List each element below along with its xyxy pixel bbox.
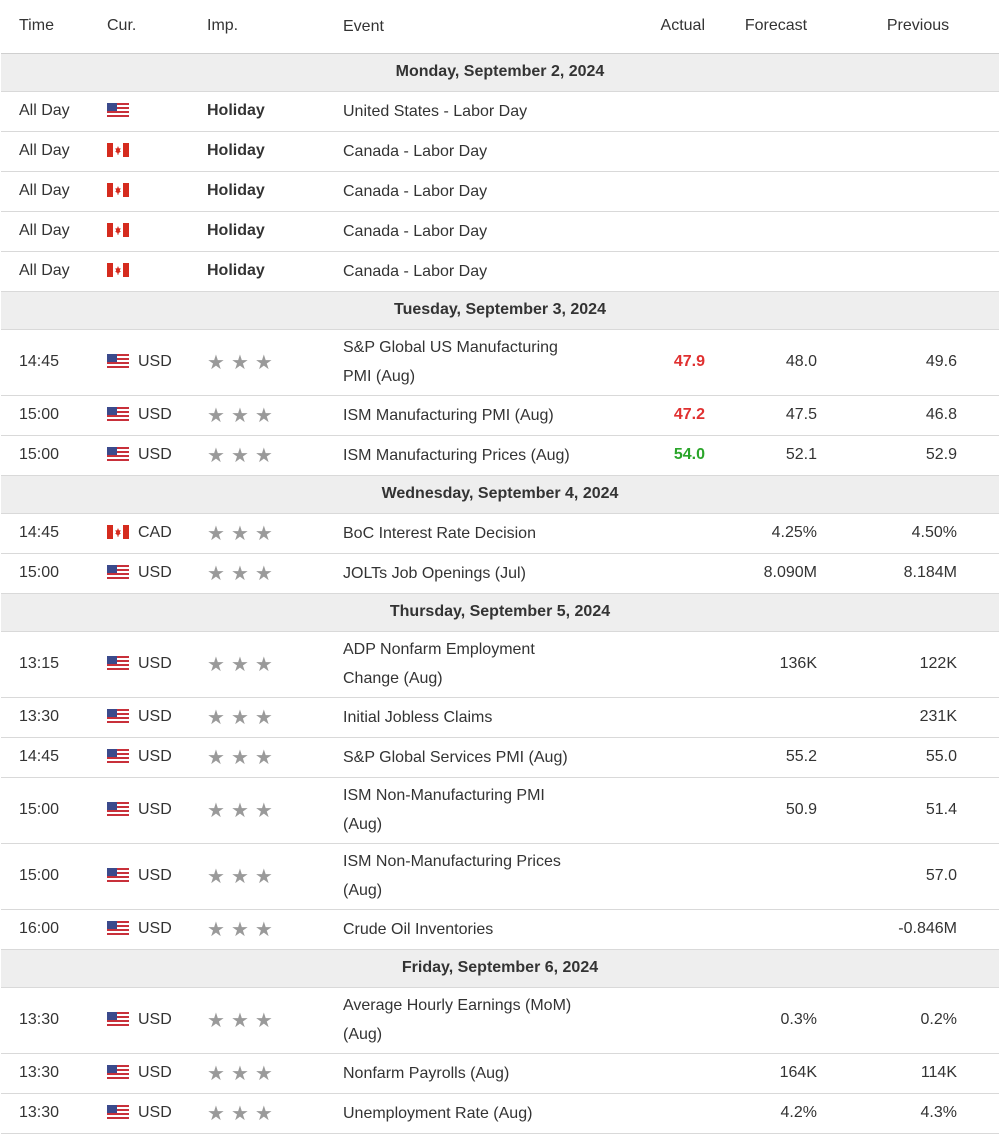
actual-value — [615, 553, 715, 593]
event-time: 15:00 — [19, 564, 60, 581]
importance-cell — [203, 553, 336, 593]
actual-value — [615, 91, 715, 131]
us-flag-icon — [107, 1012, 129, 1026]
star-icon: ★ — [230, 1102, 255, 1125]
event-name-line: ISM Manufacturing PMI (Aug) — [343, 406, 554, 424]
previous-value: -0.846M — [898, 920, 957, 937]
date-label: Friday, September 6, 2024 — [401, 959, 599, 976]
importance-stars — [207, 800, 279, 822]
importance-stars — [207, 866, 279, 888]
currency-code: USD — [138, 800, 172, 818]
event-name[interactable] — [336, 909, 615, 949]
importance-cell — [203, 777, 336, 843]
importance-stars — [207, 707, 279, 729]
star-icon: ★ — [230, 444, 255, 467]
actual-value — [615, 1093, 715, 1133]
date-label: Wednesday, September 4, 2024 — [381, 485, 619, 502]
event-name-line: Unemployment Rate (Aug) — [343, 1104, 533, 1122]
importance-stars — [207, 1010, 279, 1032]
star-icon: ★ — [207, 522, 231, 545]
importance-cell — [203, 435, 336, 475]
importance-cell — [203, 909, 336, 949]
event-name-line: ISM Non-Manufacturing Prices — [343, 853, 561, 870]
currency-code: USD — [138, 1010, 172, 1028]
previous-value: 231K — [919, 708, 957, 725]
importance-cell — [203, 91, 336, 131]
header-time[interactable]: Time — [1, 0, 103, 53]
event-name-line: Average Hourly Earnings (MoM) — [343, 997, 572, 1014]
event-name-line: Canada - Labor Day — [343, 262, 488, 280]
forecast-value: 47.5 — [785, 406, 817, 423]
table-row[interactable] — [1, 1093, 999, 1133]
us-flag-icon — [107, 1105, 129, 1119]
event-time: 13:15 — [19, 655, 60, 672]
star-icon: ★ — [207, 404, 231, 427]
us-flag-icon — [107, 656, 129, 670]
event-time: 14:45 — [19, 748, 60, 765]
currency-code: USD — [138, 563, 172, 581]
star-icon: ★ — [230, 562, 255, 585]
event-time: 14:45 — [19, 524, 60, 541]
event-time: 16:00 — [19, 920, 60, 937]
date-label: Thursday, September 5, 2024 — [389, 603, 611, 620]
event-name-line: JOLTs Job Openings (Jul) — [343, 564, 526, 582]
previous-value: 46.8 — [925, 406, 957, 423]
table-row[interactable] — [1, 987, 999, 1053]
forecast-value: 4.2% — [780, 1104, 817, 1121]
currency-code: USD — [138, 866, 172, 884]
us-flag-icon — [107, 447, 129, 461]
us-flag-icon — [107, 802, 129, 816]
currency-cell — [103, 211, 203, 251]
table-header-row — [1, 0, 999, 53]
currency-code: CAD — [138, 523, 172, 541]
importance-cell — [203, 697, 336, 737]
star-icon: ★ — [254, 444, 279, 467]
event-time: All Day — [19, 142, 70, 159]
table-row[interactable] — [1, 513, 999, 553]
previous-value: 8.184M — [903, 564, 957, 581]
currency-cell — [103, 737, 203, 777]
event-name[interactable] — [336, 631, 615, 697]
star-icon: ★ — [207, 706, 231, 729]
importance-stars — [207, 405, 279, 427]
actual-value — [615, 909, 715, 949]
previous-value: 57.0 — [925, 867, 957, 884]
currency-cell — [103, 251, 203, 291]
table-row[interactable] — [1, 91, 999, 131]
table-row[interactable] — [1, 777, 999, 843]
event-time: All Day — [19, 182, 70, 199]
event-name[interactable] — [336, 395, 615, 435]
star-icon: ★ — [230, 522, 255, 545]
event-time: All Day — [19, 262, 70, 279]
currency-cell — [103, 131, 203, 171]
actual-value — [615, 251, 715, 291]
importance-cell — [203, 395, 336, 435]
importance-cell — [203, 737, 336, 777]
star-icon: ★ — [254, 918, 279, 941]
date-row — [1, 475, 999, 513]
event-name-line: S&P Global US Manufacturing — [343, 339, 558, 356]
currency-cell — [103, 1093, 203, 1133]
previous-value: 114K — [920, 1064, 957, 1081]
date-row — [1, 949, 999, 987]
actual-value — [615, 329, 715, 395]
previous-value — [837, 171, 999, 211]
us-flag-icon — [107, 709, 129, 723]
event-name[interactable] — [336, 251, 615, 291]
star-icon: ★ — [254, 653, 279, 676]
currency-code: USD — [138, 405, 172, 423]
currency-cell — [103, 987, 203, 1053]
currency-cell — [103, 91, 203, 131]
previous-value: 52.9 — [925, 446, 957, 463]
currency-code: USD — [138, 445, 172, 463]
importance-cell — [203, 843, 336, 909]
forecast-value: 48.0 — [785, 353, 817, 370]
previous-value: 49.6 — [925, 353, 957, 370]
event-time: 15:00 — [19, 867, 60, 884]
us-flag-icon — [107, 1065, 129, 1079]
event-name[interactable] — [336, 131, 615, 171]
event-name-line: (Aug) — [343, 816, 383, 833]
importance-cell — [203, 987, 336, 1053]
calendar-body — [1, 53, 999, 1133]
event-name-line: PMI (Aug) — [343, 368, 416, 385]
star-icon: ★ — [230, 918, 255, 941]
previous-value — [837, 251, 999, 291]
star-icon: ★ — [207, 746, 231, 769]
us-flag-icon — [107, 103, 129, 117]
star-icon: ★ — [230, 1009, 255, 1032]
importance-stars — [207, 445, 279, 467]
star-icon: ★ — [254, 746, 279, 769]
event-name-line: Canada - Labor Day — [343, 142, 488, 160]
previous-value: 0.2% — [920, 1011, 957, 1028]
forecast-value: 8.090M — [763, 564, 817, 581]
event-name[interactable] — [336, 987, 615, 1053]
currency-cell — [103, 395, 203, 435]
table-row[interactable] — [1, 171, 999, 211]
holiday-label: Holiday — [207, 142, 265, 159]
star-icon: ★ — [207, 1102, 231, 1125]
event-name[interactable] — [336, 1053, 615, 1093]
star-icon: ★ — [254, 799, 279, 822]
event-name[interactable] — [336, 211, 615, 251]
forecast-value — [715, 697, 837, 737]
event-time: All Day — [19, 222, 70, 239]
actual-value — [615, 843, 715, 909]
actual-value — [615, 987, 715, 1053]
event-name-line: Crude Oil Inventories — [343, 920, 494, 938]
date-label: Tuesday, September 3, 2024 — [394, 301, 606, 318]
event-name[interactable] — [336, 1093, 615, 1133]
ca-flag-icon — [107, 263, 129, 277]
holiday-label: Holiday — [207, 262, 265, 279]
importance-cell — [203, 329, 336, 395]
actual-value-text: 47.2 — [673, 406, 705, 423]
importance-cell — [203, 631, 336, 697]
star-icon: ★ — [207, 1062, 231, 1085]
star-icon: ★ — [207, 351, 231, 374]
event-time: 14:45 — [19, 353, 60, 370]
table-row[interactable] — [1, 435, 999, 475]
header-event[interactable]: Event — [336, 0, 615, 53]
actual-value — [615, 1053, 715, 1093]
star-icon: ★ — [207, 653, 231, 676]
importance-cell — [203, 171, 336, 211]
forecast-value — [715, 843, 837, 909]
importance-stars — [207, 352, 279, 374]
importance-cell — [203, 1053, 336, 1093]
currency-code: USD — [138, 654, 172, 672]
table-row[interactable] — [1, 843, 999, 909]
ca-flag-icon — [107, 183, 129, 197]
us-flag-icon — [107, 565, 129, 579]
forecast-value: 52.1 — [785, 446, 817, 463]
previous-value: 4.3% — [920, 1104, 957, 1121]
actual-value — [615, 737, 715, 777]
us-flag-icon — [107, 354, 129, 368]
table-row[interactable] — [1, 737, 999, 777]
event-name[interactable] — [336, 553, 615, 593]
forecast-value: 50.9 — [785, 801, 817, 818]
previous-value — [837, 131, 999, 171]
star-icon: ★ — [207, 562, 231, 585]
star-icon: ★ — [230, 746, 255, 769]
importance-stars — [207, 654, 279, 676]
header-previous[interactable]: Previous — [837, 0, 999, 53]
star-icon: ★ — [254, 351, 279, 374]
table-row[interactable] — [1, 909, 999, 949]
us-flag-icon — [107, 921, 129, 935]
star-icon: ★ — [207, 1009, 231, 1032]
currency-cell — [103, 1053, 203, 1093]
importance-cell — [203, 211, 336, 251]
previous-value: 122K — [919, 655, 957, 672]
event-name[interactable] — [336, 513, 615, 553]
event-name-line: Initial Jobless Claims — [343, 708, 493, 726]
header-forecast[interactable]: Forecast — [715, 0, 837, 53]
event-name[interactable] — [336, 171, 615, 211]
star-icon: ★ — [230, 351, 255, 374]
table-row[interactable] — [1, 1053, 999, 1093]
event-name[interactable] — [336, 843, 615, 909]
event-name-line: ADP Nonfarm Employment — [343, 641, 535, 658]
previous-value — [837, 211, 999, 251]
currency-cell — [103, 909, 203, 949]
table-row[interactable] — [1, 395, 999, 435]
star-icon: ★ — [254, 522, 279, 545]
date-row — [1, 593, 999, 631]
date-row — [1, 53, 999, 91]
economic-calendar-table — [1, 0, 999, 1134]
star-icon: ★ — [254, 1009, 279, 1032]
header-currency[interactable]: Cur. — [103, 0, 203, 53]
date-row — [1, 291, 999, 329]
event-name-line: Canada - Labor Day — [343, 222, 488, 240]
actual-value-text: 47.9 — [673, 353, 705, 370]
table-row[interactable] — [1, 631, 999, 697]
star-icon: ★ — [207, 799, 231, 822]
currency-cell — [103, 171, 203, 211]
event-name[interactable] — [336, 777, 615, 843]
star-icon: ★ — [254, 404, 279, 427]
event-name-line: Nonfarm Payrolls (Aug) — [343, 1064, 510, 1082]
currency-code: USD — [138, 352, 172, 370]
us-flag-icon — [107, 749, 129, 763]
currency-code: USD — [138, 747, 172, 765]
importance-stars — [207, 523, 279, 545]
star-icon: ★ — [207, 865, 231, 888]
actual-value — [615, 697, 715, 737]
event-time: 15:00 — [19, 446, 60, 463]
forecast-value: 136K — [779, 655, 817, 672]
actual-value — [615, 435, 715, 475]
actual-value — [615, 395, 715, 435]
event-name[interactable] — [336, 697, 615, 737]
star-icon: ★ — [230, 706, 255, 729]
star-icon: ★ — [230, 865, 255, 888]
star-icon: ★ — [230, 653, 255, 676]
us-flag-icon — [107, 868, 129, 882]
currency-cell — [103, 513, 203, 553]
importance-cell — [203, 513, 336, 553]
star-icon: ★ — [254, 1062, 279, 1085]
event-name[interactable] — [336, 329, 615, 395]
event-name-line: Canada - Labor Day — [343, 182, 488, 200]
event-name-line: BoC Interest Rate Decision — [343, 524, 536, 542]
event-name[interactable] — [336, 435, 615, 475]
event-time: 15:00 — [19, 406, 60, 423]
currency-cell — [103, 435, 203, 475]
event-name-line: (Aug) — [343, 882, 383, 899]
star-icon: ★ — [230, 1062, 255, 1085]
importance-stars — [207, 747, 279, 769]
event-name-line: ISM Manufacturing Prices (Aug) — [343, 446, 570, 464]
currency-cell — [103, 843, 203, 909]
importance-stars — [207, 1103, 279, 1125]
holiday-label: Holiday — [207, 102, 265, 119]
table-row[interactable] — [1, 697, 999, 737]
currency-code: USD — [138, 1103, 172, 1121]
event-time: 13:30 — [19, 708, 60, 725]
holiday-label: Holiday — [207, 222, 265, 239]
table-row[interactable] — [1, 131, 999, 171]
star-icon: ★ — [230, 404, 255, 427]
previous-value: 4.50% — [911, 524, 957, 541]
event-time: 13:30 — [19, 1104, 60, 1121]
star-icon: ★ — [254, 865, 279, 888]
table-row[interactable] — [1, 553, 999, 593]
currency-code: USD — [138, 707, 172, 725]
importance-cell — [203, 251, 336, 291]
star-icon: ★ — [254, 1102, 279, 1125]
importance-stars — [207, 563, 279, 585]
ca-flag-icon — [107, 143, 129, 157]
currency-code: USD — [138, 1063, 172, 1081]
event-name[interactable] — [336, 91, 615, 131]
forecast-value — [715, 91, 837, 131]
actual-value — [615, 631, 715, 697]
forecast-value: 55.2 — [785, 748, 817, 765]
actual-value — [615, 777, 715, 843]
star-icon: ★ — [254, 562, 279, 585]
currency-code: USD — [138, 919, 172, 937]
forecast-value — [715, 171, 837, 211]
importance-cell — [203, 131, 336, 171]
event-time: 13:30 — [19, 1011, 60, 1028]
event-name-line: S&P Global Services PMI (Aug) — [343, 748, 568, 766]
forecast-value: 4.25% — [771, 524, 817, 541]
importance-cell — [203, 1093, 336, 1133]
currency-cell — [103, 329, 203, 395]
currency-cell — [103, 631, 203, 697]
event-name-line: United States - Labor Day — [343, 102, 528, 120]
actual-value — [615, 131, 715, 171]
ca-flag-icon — [107, 525, 129, 539]
previous-value: 55.0 — [925, 748, 957, 765]
previous-value — [837, 91, 999, 131]
star-icon: ★ — [207, 918, 231, 941]
forecast-value — [715, 131, 837, 171]
star-icon: ★ — [230, 799, 255, 822]
table-row[interactable] — [1, 251, 999, 291]
star-icon: ★ — [254, 706, 279, 729]
forecast-value — [715, 909, 837, 949]
previous-value: 51.4 — [925, 801, 957, 818]
actual-value — [615, 211, 715, 251]
event-time: All Day — [19, 102, 70, 119]
event-time: 13:30 — [19, 1064, 60, 1081]
date-label: Monday, September 2, 2024 — [395, 63, 605, 80]
forecast-value: 0.3% — [780, 1011, 817, 1028]
actual-value — [615, 513, 715, 553]
event-name-line: Change (Aug) — [343, 670, 443, 687]
header-importance[interactable]: Imp. — [203, 0, 336, 53]
currency-cell — [103, 777, 203, 843]
holiday-label: Holiday — [207, 182, 265, 199]
ca-flag-icon — [107, 223, 129, 237]
forecast-value — [715, 211, 837, 251]
importance-stars — [207, 1063, 279, 1085]
event-name-line: (Aug) — [343, 1026, 383, 1043]
table-row[interactable] — [1, 211, 999, 251]
star-icon: ★ — [207, 444, 231, 467]
event-time: 15:00 — [19, 801, 60, 818]
forecast-value — [715, 251, 837, 291]
forecast-value: 164K — [779, 1064, 817, 1081]
table-row[interactable] — [1, 329, 999, 395]
event-name[interactable] — [336, 737, 615, 777]
actual-value-text: 54.0 — [673, 446, 705, 463]
currency-cell — [103, 697, 203, 737]
us-flag-icon — [107, 407, 129, 421]
event-name-line: ISM Non-Manufacturing PMI — [343, 787, 545, 804]
header-actual[interactable]: Actual — [615, 0, 715, 53]
actual-value — [615, 171, 715, 211]
currency-cell — [103, 553, 203, 593]
importance-stars — [207, 919, 279, 941]
